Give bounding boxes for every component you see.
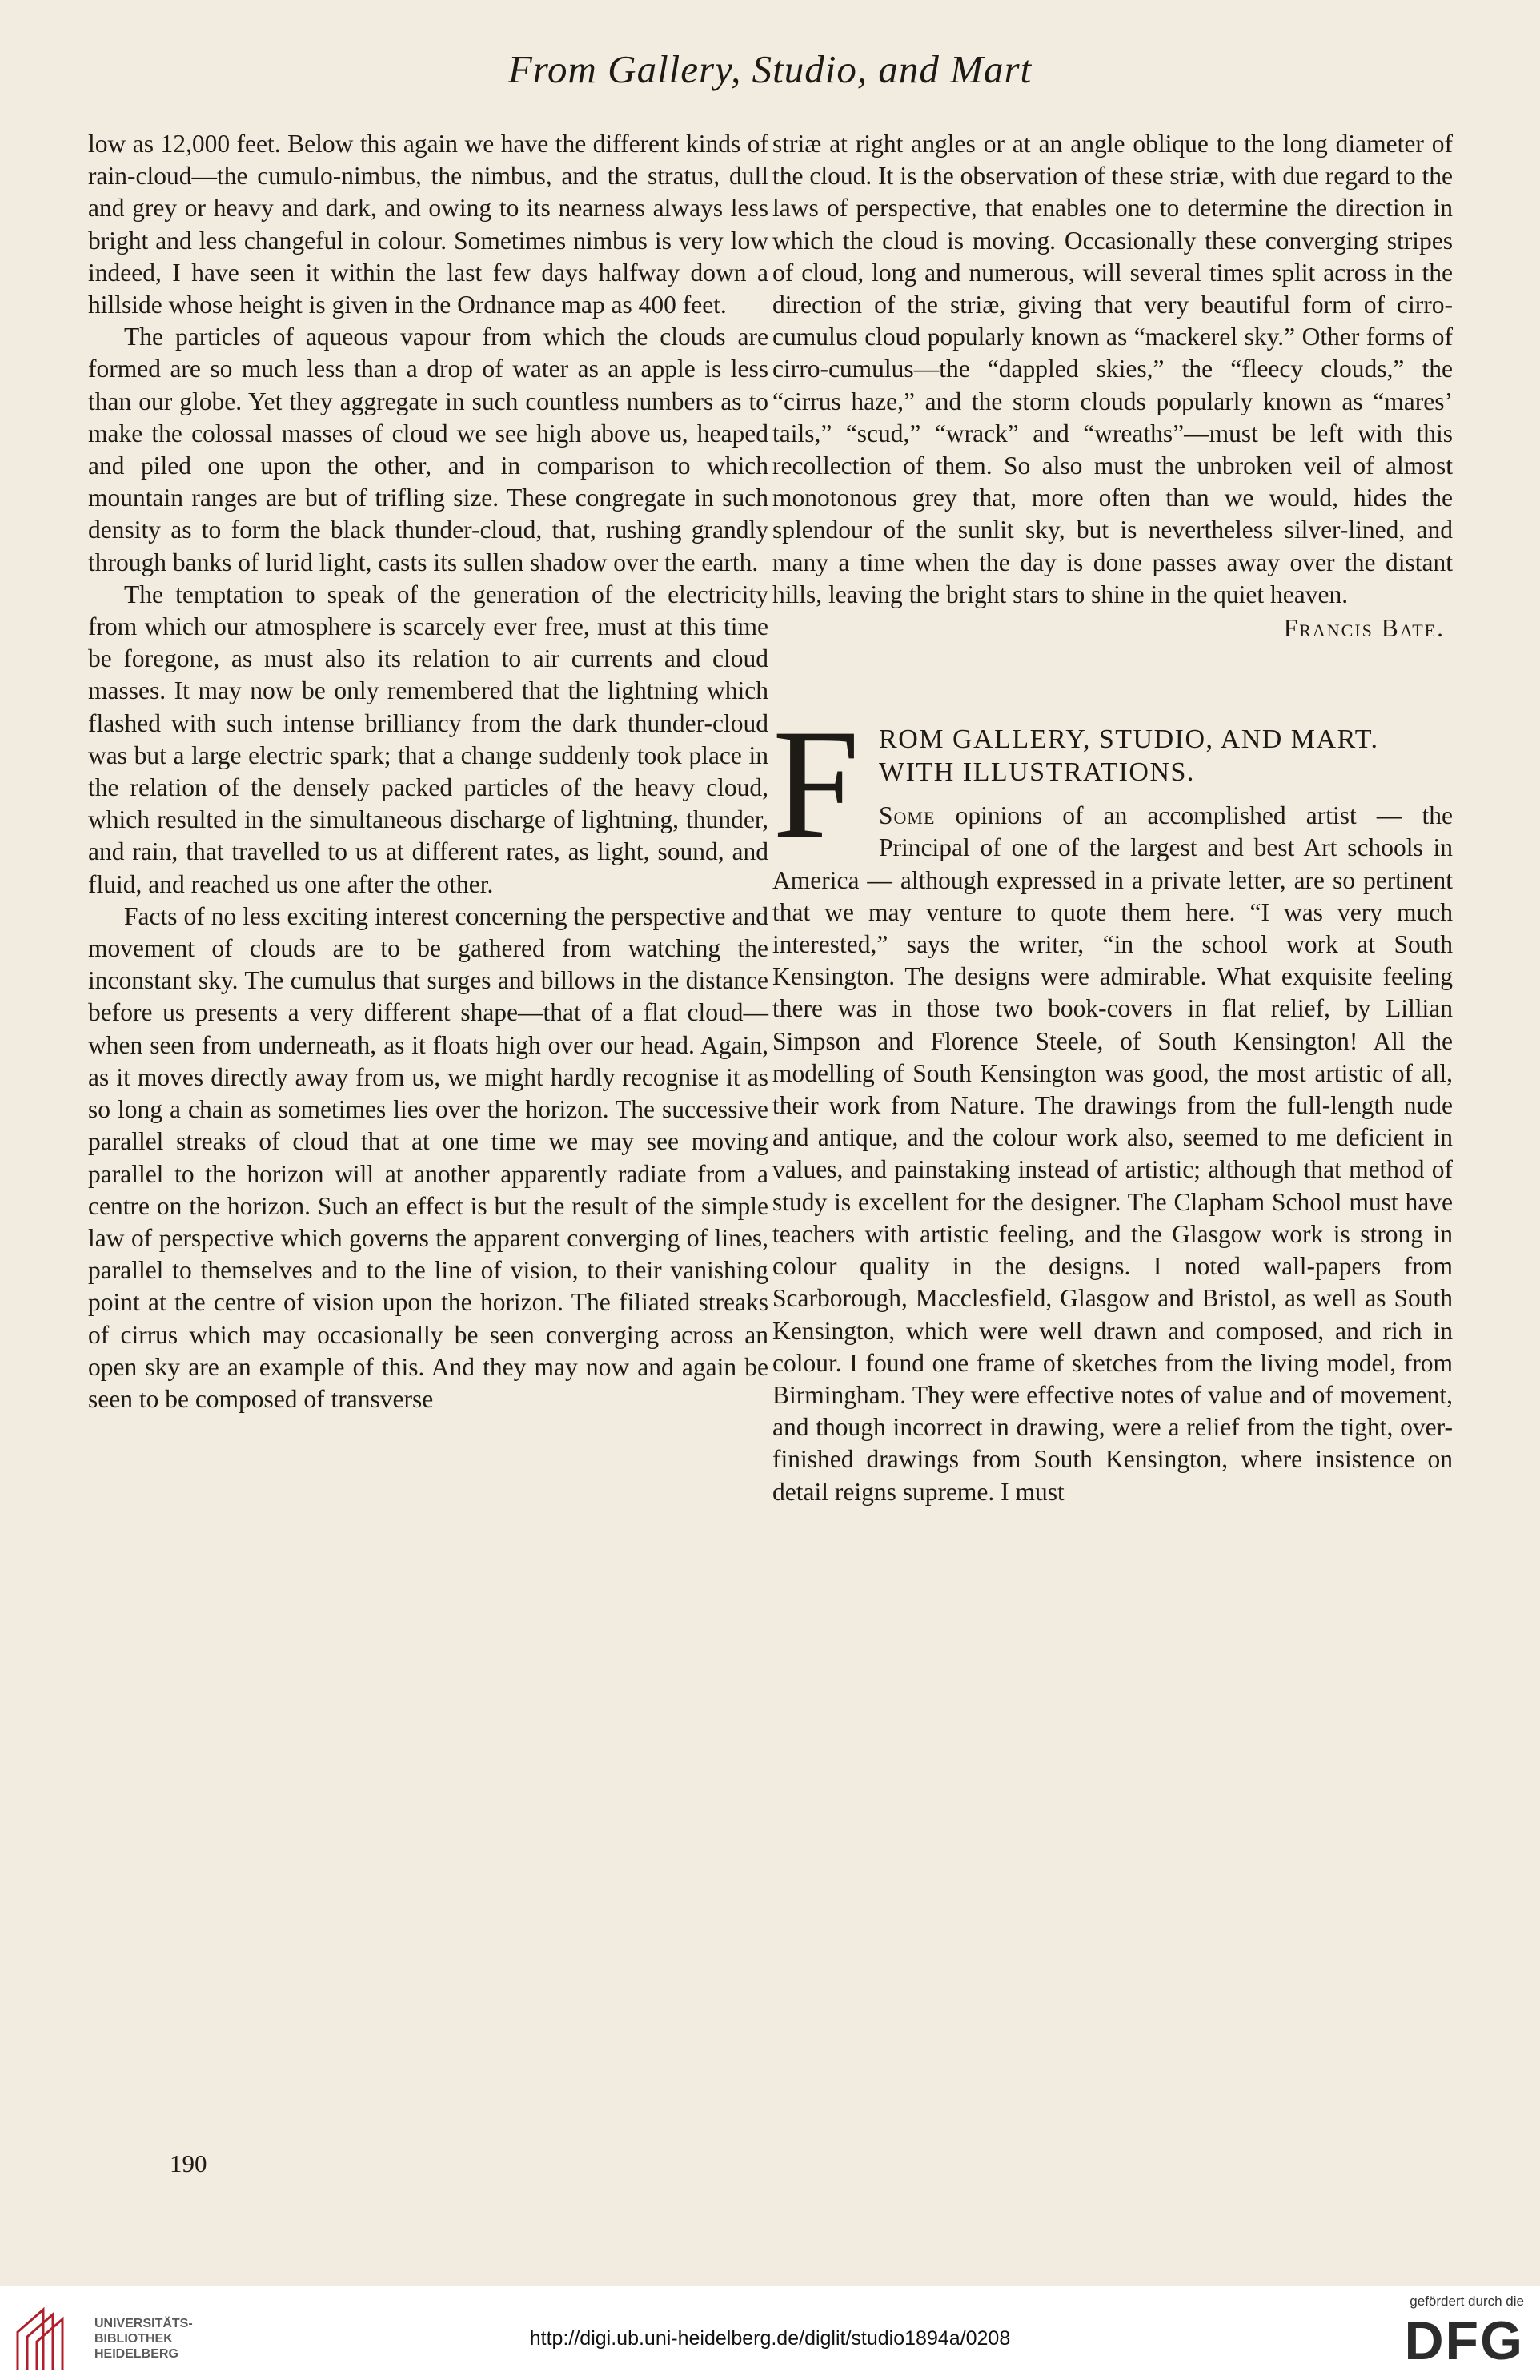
section-title: ROM GALLERY, STUDIO, AND MART. WITH ILLUSTRATIONS.: [879, 724, 1379, 788]
page-number: 190: [170, 2149, 207, 2177]
paragraph: low as 12,000 feet. Below this again we have the different kinds of rain-cloud—the cumulo-nimbus, the nimbus, and the stratus, dull and grey or heavy and dark, and owing to its nearness always less bright and less changeful in colour. Sometimes nimbus is very low indeed, I have seen it within the last few days halfway down a hillside whose height is given in the Ordnance map as 400 feet.: [88, 130, 768, 319]
library-name-line: UNIVERSITÄTS-: [94, 2317, 193, 2330]
section-paragraph: [772, 800, 1453, 1507]
library-name-line: HEIDELBERG: [94, 2347, 178, 2361]
funding-caption: gefördert durch die: [1410, 2294, 1524, 2309]
paragraph-text: opinions of an accomplished artist — the Principal of one of the largest and best Art schools in America — although expressed in a private letter, are so pertinent that we may venture to quote them here. “I was very much interested,” says the writer, “in the school work at South Kensington. The designs were admirable. What exquisite feeling there was in those two book-covers in flat relief, by Lillian Simpson and Florence Steele, of South Kensington! All the modelling of South Kensington was good, the most artistic of all, their work from Nature. The drawings from the full-length nude and antique, and the colour work also, seemed to me deficient in values, and painstaking instead of artistic; although that method of study is excellent for the designer. The Clapham School must have teachers with artistic feeling, and the Glasgow work is strong in colour quality in the designs. I noted wall-papers from Scarborough, Macclesfield, Glasgow and Bristol, as well as South Kensington, which were well drawn and composed, and rich in colour. I found one frame of sketches from the living model, from Birmingham. They were effective notes of value and of movement, and though incorrect in drawing, were a relief from the tight, over-finished drawings from South Kensington, where insistence on detail reigns supreme. I must: [772, 801, 1453, 1506]
article-section: [772, 697, 1453, 1507]
right-column: [772, 128, 1453, 1508]
paragraph: The particles of aqueous vapour from which the clouds are formed are so much less than a drop of water as an apple is less than our globe. Yet they aggregate in such countless numbers as to make the colossal masses of cloud we see high above us, heaped and piled one upon the other, and in comparison to which mountain ranges are but of trifling size. These congregate in such density as to form the black thunder-cloud, that, rushing grandly through banks of lurid light, casts its sullen shadow over the earth.: [88, 323, 768, 576]
running-head: From Gallery, Studio, and Mart: [507, 47, 1033, 91]
paragraph: The temptation to speak of the generation of the electricity from which our atmosphere is scarcely ever free, must at this time be foregone, as must also its relation to air currents and cloud masses. It may now be only remembered that the lightning which flashed with such intense brilliancy from the dark thunder-cloud was but a large electric spark; that a change suddenly took place in the relation of the densely packed particles of the heavy cloud, which resulted in the simultaneous discharge of lightning, thunder, and rain, that travelled to us at different rates, as light, sound, and fluid, and reached us one after the other.: [88, 580, 768, 898]
paragraph: striæ at right angles or at an angle oblique to the long diameter of the cloud. It is the observation of these striæ, with due regard to the laws of perspective, that enables one to determine the direction in which the cloud is moving. Occasionally these converging stripes of cloud, long and numerous, will several times split across in the direction of the striæ, giving that very beautiful form of cirro-cumulus cloud popularly known as “mackerel sky.” Other forms of cirro-cumulus—the “dappled skies,” the “fleecy clouds,” the “cirrus haze,” and the storm clouds popularly known as “mares’ tails,” “scud,” “wrack” and “wreaths”—must be left with this recollection of them. So also must the unbroken veil of almost monotonous grey that, more often than we would, hides the splendour of the sunlit sky, but is nevertheless silver-lined, and many a time when the day is done passes away over the distant hills, leaving the bright stars to shine in the quiet heaven.: [772, 130, 1453, 608]
source-url-link[interactable]: http://digi.ub.uni-heidelberg.de/diglit/studio1894a/0208: [529, 2327, 1011, 2350]
left-column: [88, 128, 768, 1415]
lead-word: Some: [879, 801, 936, 830]
library-name-line: BIBLIOTHEK: [94, 2332, 173, 2346]
paragraph: Facts of no less exciting interest concerning the perspective and movement of clouds are to be gathered from watching the inconstant sky. The cumulus that surges and billows in the distance before us presents a very different shape—that of a flat cloud—when seen from underneath, as it floats high over our head. Again, as it moves directly away from us, we might hardly recognise it as so long a chain as sometimes lies over the horizon. The successive parallel streaks of cloud that at one time we may see moving parallel to the horizon will at another apparently radiate from a centre on the horizon. Such an effect is but the result of the simple law of perspective which governs the apparent converging of lines, parallel to themselves and to the line of vision, to their vanishing point at the centre of vision upon the horizon. The filiated streaks of cirrus which may occasionally be seen converging across an open sky are an example of this. And they may now and again be seen to be composed of transverse: [88, 901, 768, 1413]
footer-bar: [0, 2286, 1540, 2380]
drop-cap: F: [772, 697, 860, 872]
author-signature: Francis Bate.: [1283, 614, 1445, 643]
dfg-logo: DFG: [1404, 2310, 1524, 2371]
